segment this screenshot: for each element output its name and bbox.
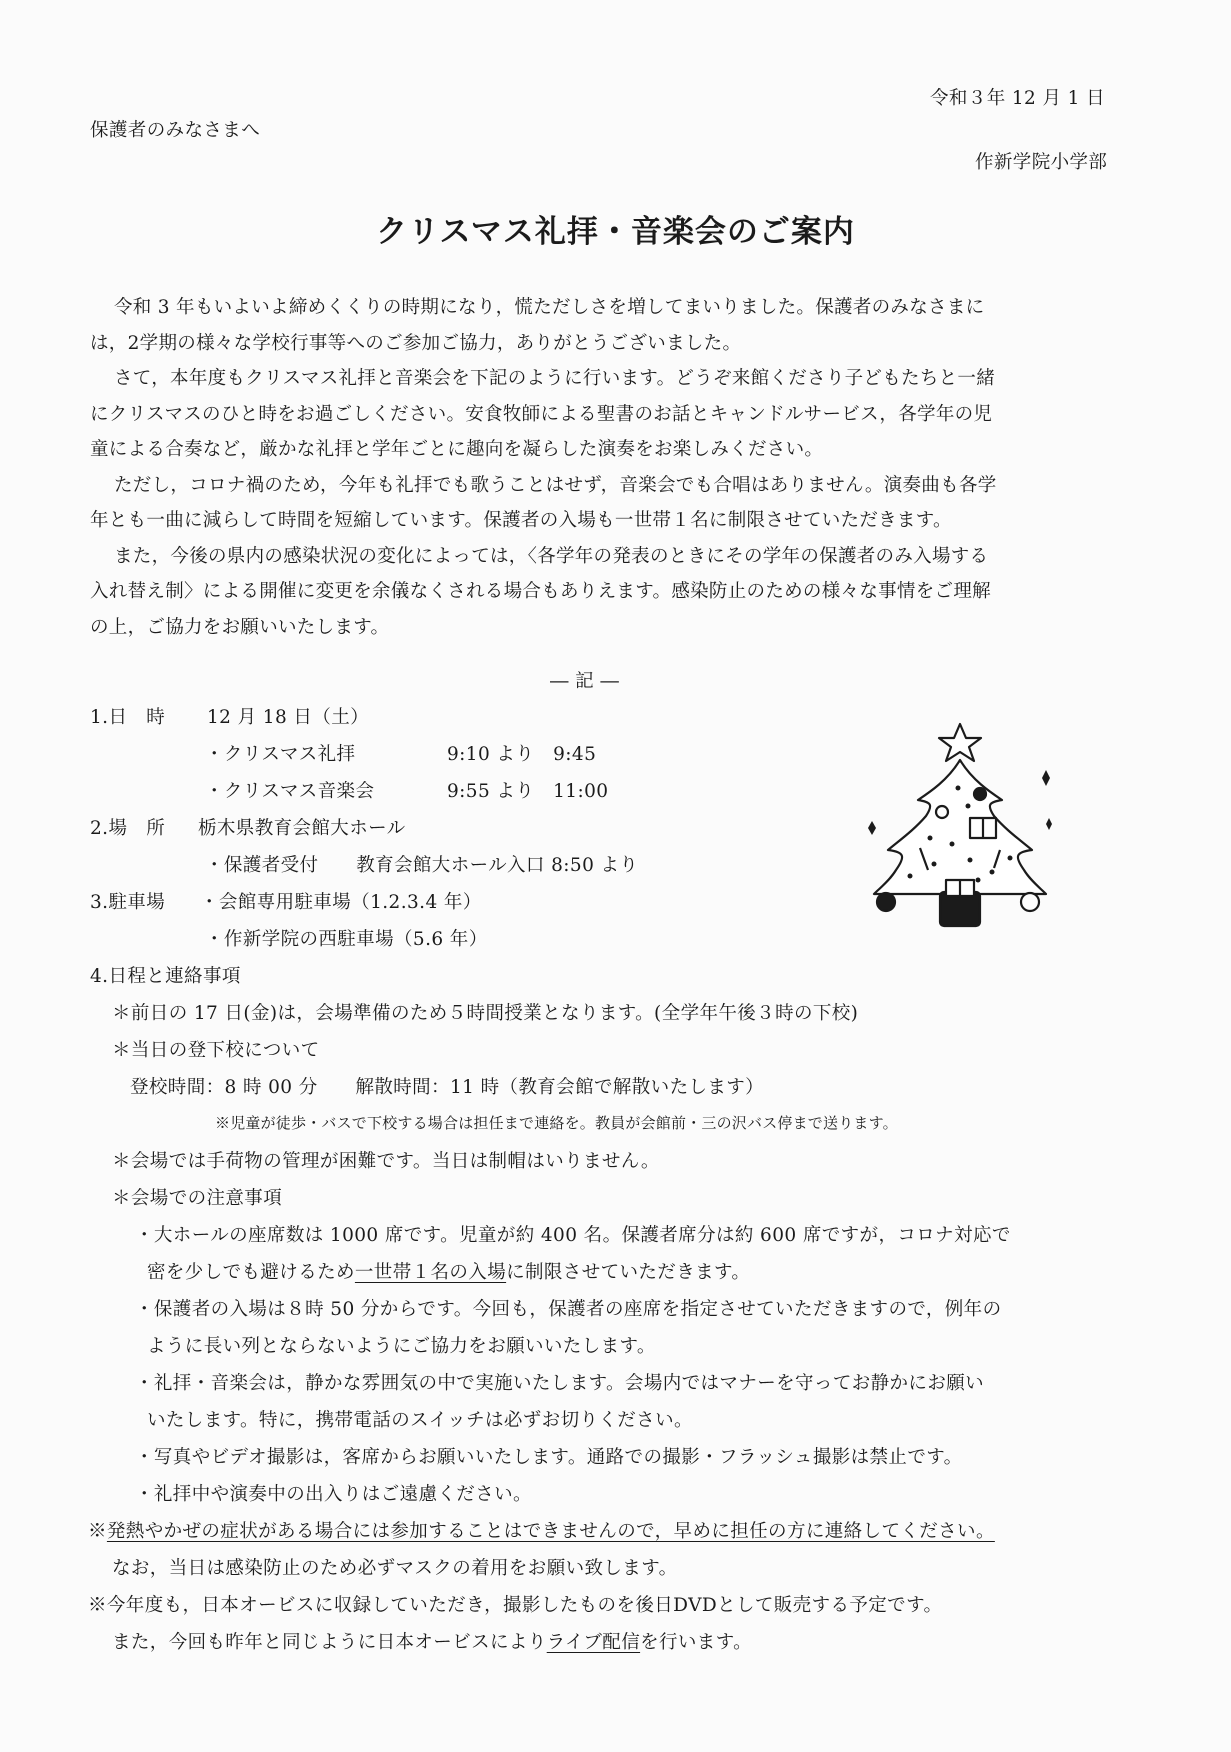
paragraph-4-line-2: 入れ替え制〉による開催に変更を余儀なくされる場合もありえます。感染防止のための様々な事情をご理解	[90, 581, 991, 602]
caution-1-text-b: に制限させていただきます。	[506, 1262, 751, 1283]
document-title: クリスマス礼拝・音楽会のご案内	[376, 214, 855, 250]
note-1-line-1	[88, 1517, 995, 1543]
commute-note: ※児童が徒歩・バスで下校する場合は担任まで連絡を。教員が会館前・三の沢バス停まで送ります。	[215, 1114, 898, 1132]
section-4-label: 4.日程と連絡事項	[90, 966, 241, 987]
caution-5: ・礼拝中や演奏中の出入りはご遠慮ください。	[135, 1484, 532, 1505]
note-luggage: ＊会場では手荷物の管理が困難です。当日は制帽はいりません。	[112, 1151, 660, 1172]
caution-2-line-1: ・保護者の入場は８時 50 分からです。今回も，保護者の座席を指定させていただきますので，例年の	[135, 1299, 1002, 1320]
schedule-concert-name: ・クリスマス音楽会	[205, 781, 375, 802]
caution-1-line-1: ・大ホールの座席数は 1000 席です。児童が約 400 名。保護者席分は約 600 席ですが，コロナ対応で	[135, 1225, 1011, 1246]
note-2-underlined: ライブ配信	[546, 1632, 641, 1653]
sender: 作新学院小学部	[975, 152, 1108, 173]
paragraph-3-line-2: 年とも一曲に減らして時間を短縮しています。保護者の入場も一世帯１名に制限させていただきます。	[90, 510, 952, 531]
paragraph-2-line-2: にクリスマスのひと時をお過ごしください。安食牧師による聖書のお話とキャンドルサービス，各学年の児	[90, 403, 993, 425]
reception-info: ・保護者受付 教育会館大ホール入口 8:50 より	[205, 855, 639, 876]
note-1-underlined: 発熱やかぜの症状がある場合には参加することはできませんので，早めに担任の方に連絡してください。	[106, 1521, 995, 1542]
event-date: 12 月 18 日（土）	[207, 707, 370, 728]
note-commute: ＊当日の登下校について	[112, 1040, 320, 1061]
addressee: 保護者のみなさまへ	[90, 120, 261, 141]
christmas-tree-icon	[860, 720, 1060, 945]
note-1-mark: ※	[88, 1521, 107, 1542]
schedule-service-time: 9:10 より 9:45	[447, 744, 597, 765]
section-3-label: 3.駐車場	[90, 892, 166, 913]
body-text	[90, 290, 1125, 645]
paragraph-1-line-1: 令和 3 年もいよいよ締めくくりの時期になり，慌ただしさを増してまいりました。保護者のみなさまに	[114, 297, 985, 318]
section-2-label: 2.場 所	[90, 818, 166, 839]
caution-1-underlined: 一世帯１名の入場	[354, 1262, 507, 1283]
caution-1-text-a: 密を少しでも避けるため	[147, 1262, 355, 1283]
note-venue-cautions: ＊会場での注意事項	[112, 1188, 283, 1209]
issue-date: 令和３年 12 月 1 日	[930, 88, 1106, 109]
parking-1: ・会館専用駐車場（1.2.3.4 年）	[200, 892, 482, 913]
note-2-line-2	[112, 1628, 752, 1654]
ki-heading: ― 記 ―	[550, 671, 620, 692]
schedule-concert-time: 9:55 より 11:00	[447, 781, 609, 802]
venue: 栃木県教育会館大ホール	[198, 818, 406, 839]
caution-4: ・写真やビデオ撮影は，客席からお願いいたします。通路での撮影・フラッシュ撮影は禁止です。	[135, 1447, 963, 1468]
paragraph-2-line-1: さて，本年度もクリスマス礼拝と音楽会を下記のように行います。どうぞ来館くださり子どもたちと一緒	[114, 368, 996, 389]
note-2-line-1: ※今年度も，日本オービスに収録していただき，撮影したものを後日DVDとして販売する予定です。	[88, 1595, 943, 1616]
note-2-text-b: を行います。	[640, 1632, 753, 1653]
note-1-line-2: なお，当日は感染防止のため必ずマスクの着用をお願い致します。	[112, 1558, 678, 1579]
caution-3-line-1: ・礼拝・音楽会は，静かな雰囲気の中で実施いたします。会場内ではマナーを守ってお静かにお願い	[135, 1373, 985, 1394]
note-2-text-a: また，今回も昨年と同じように日本オービスにより	[112, 1632, 547, 1653]
parking-2: ・作新学院の西駐車場（5.6 年）	[205, 929, 488, 950]
note-prev-day: ＊前日の 17 日(金)は，会場準備のため５時間授業となります。(全学年午後３時の下校)	[112, 1003, 859, 1024]
paragraph-4-line-1: また，今後の県内の感染状況の変化によっては，〈各学年の発表のときにその学年の保護者のみ入場する	[114, 545, 989, 567]
paragraph-4-line-3: の上，ご協力をお願いいたします。	[90, 616, 390, 638]
caution-3-line-2: いたします。特に，携帯電話のスイッチは必ずお切りください。	[147, 1410, 693, 1431]
paragraph-3-line-1: ただし，コロナ禍のため，今年も礼拝でも歌うことはせず，音楽会でも合唱はありません。演奏曲も各学	[114, 474, 997, 496]
caution-2-line-2: ように長い列とならないようにご協力をお願いいたします。	[147, 1336, 656, 1357]
section-1-label: 1.日 時	[90, 707, 166, 728]
paragraph-1-line-2: は，2学期の様々な学校行事等へのご参加ご協力，ありがとうございました。	[90, 332, 742, 354]
caution-1-line-2	[147, 1258, 750, 1284]
paragraph-2-line-3: 童による合奏など，厳かな礼拝と学年ごとに趣向を凝らした演奏をお楽しみください。	[90, 439, 824, 460]
commute-times: 登校時間：8 時 00 分 解散時間：11 時（教育会館で解散いたします）	[130, 1077, 765, 1098]
schedule-service-name: ・クリスマス礼拝	[205, 744, 356, 765]
